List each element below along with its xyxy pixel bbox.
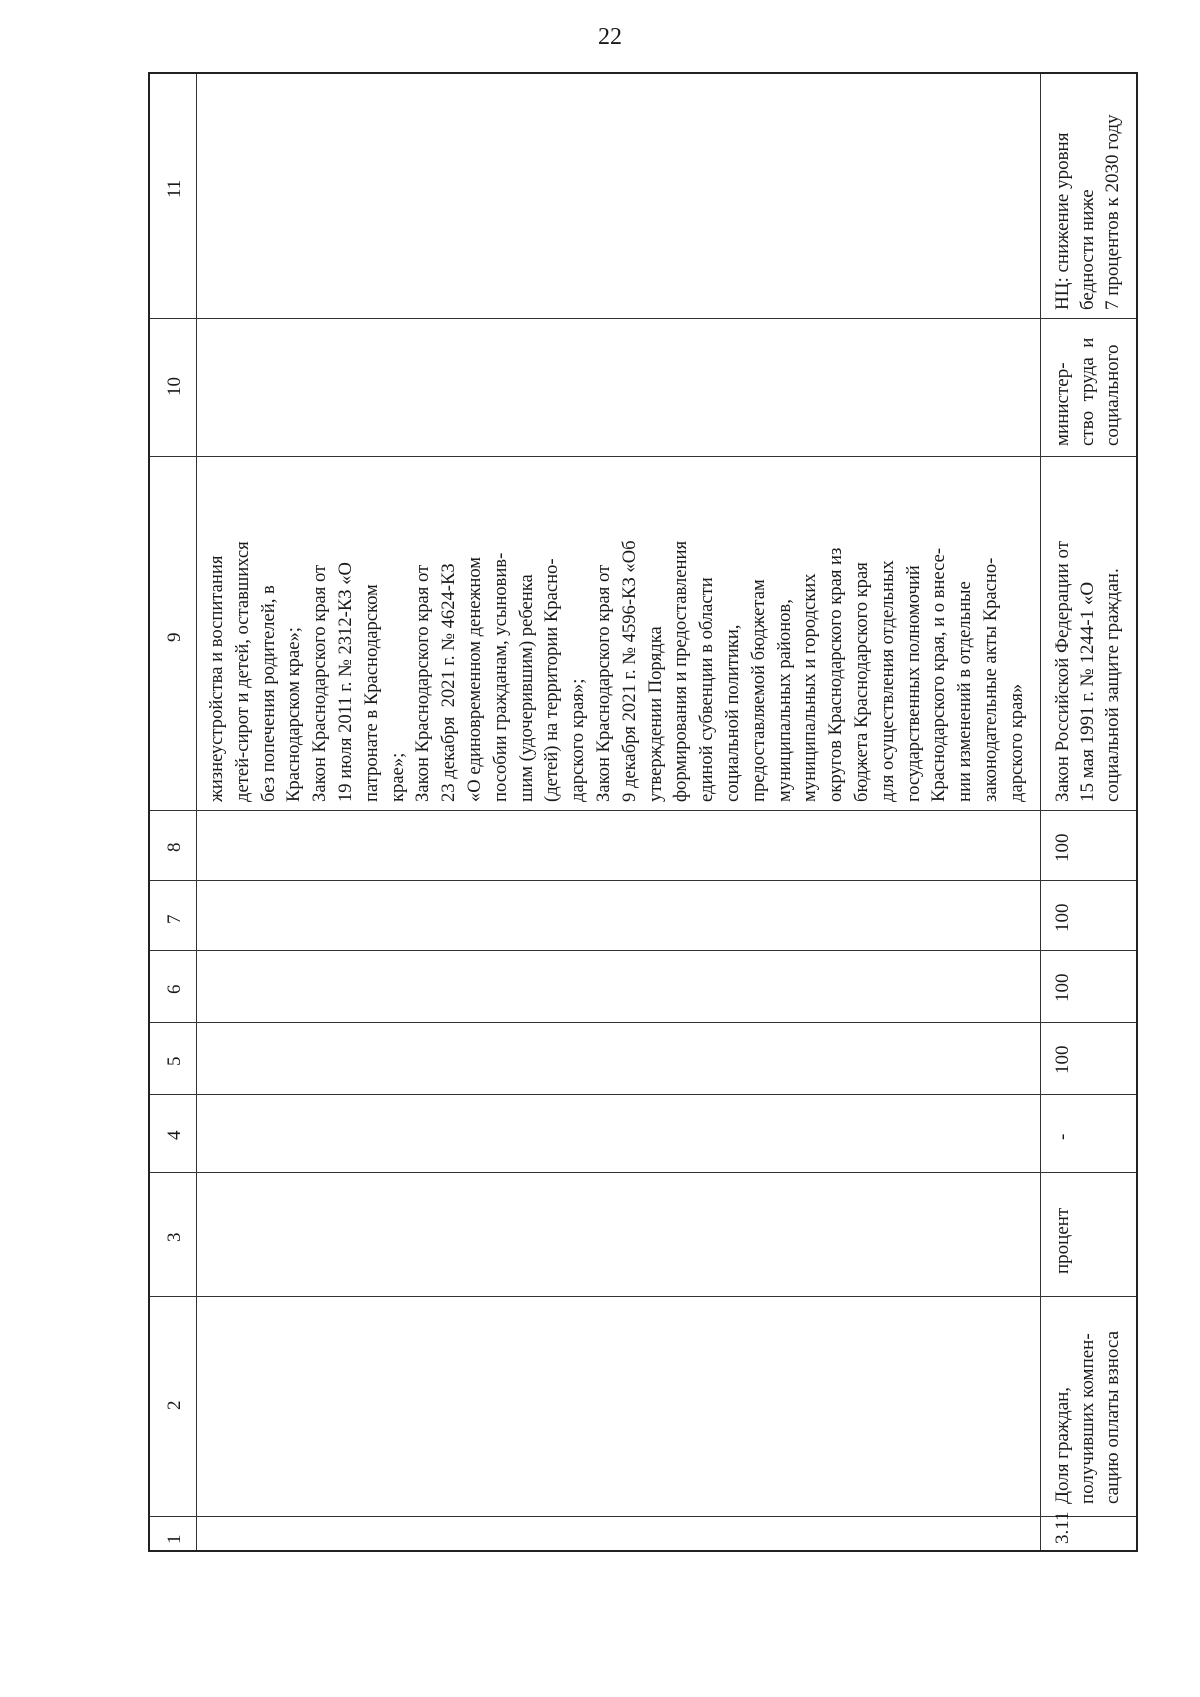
responsible-body-text: министер- ство труда и социального	[1052, 337, 1123, 446]
legal-basis-text: Закон Российской Федерации от 15 мая 1991 г. № 1244-1 «О социальной защите граждан.	[1052, 540, 1123, 802]
grid-line	[150, 880, 1136, 881]
grid-line	[1040, 74, 1041, 1550]
grid-line	[150, 1172, 1136, 1173]
column-header-10: 10	[164, 377, 185, 396]
column-header-1: 1	[164, 1534, 185, 1544]
page-number: 22	[598, 24, 622, 50]
value-col4: -	[1052, 1133, 1073, 1140]
grid-line	[150, 456, 1136, 457]
column-header-5: 5	[164, 1056, 185, 1066]
column-header-9: 9	[164, 632, 185, 642]
value-col5: 100	[1052, 1045, 1073, 1074]
grid-line	[150, 1296, 1136, 1297]
column-header-2: 2	[164, 1400, 185, 1410]
column-header-4: 4	[164, 1130, 185, 1140]
grid-line	[150, 1022, 1136, 1023]
grid-line	[150, 318, 1136, 319]
column-header-11: 11	[164, 179, 185, 198]
value-col6: 100	[1052, 973, 1073, 1002]
grid-line	[150, 1094, 1136, 1095]
column-header-6: 6	[164, 984, 185, 994]
national-goal-text: НЦ: снижение уровня бедности ниже 7 процентов к 2030 году	[1052, 114, 1123, 310]
value-col7: 100	[1052, 903, 1073, 932]
column-header-7: 7	[164, 914, 185, 924]
column-header-8: 8	[164, 842, 185, 852]
indicator-table	[148, 72, 1138, 1552]
unit-of-measure: процент	[1052, 1207, 1073, 1274]
row-number: 3.11	[1052, 1511, 1073, 1544]
grid-line	[150, 810, 1136, 811]
indicator-name: Доля граждан, получивших компен- сацию оплаты взноса	[1052, 1330, 1123, 1504]
grid-line	[196, 74, 197, 1550]
value-col8: 100	[1052, 833, 1073, 862]
grid-line	[150, 1516, 1136, 1517]
grid-line	[150, 950, 1136, 951]
column-header-3: 3	[164, 1232, 185, 1242]
continued-legal-basis-text: жизнеустройства и воспитания детей-сирот и детей, оставшихся без попечения родителей, в Краснодарском крае»; Закон Краснодарского края от 19 июля 2011 г. № 2312-КЗ «О патронате в Краснодарском крае»; Закон Краснодарского края от 23 декабря 2021 г. № 4624-КЗ «О единовременном денежном пособии гражданам, усыновив- шим (удочерившим) ребенка (детей) на территории Красно- дарского края»; Закон Краснодарского края от 9 декабря 2021 г. № 4596-КЗ «Об утверждении Порядка формирования и предоставления единой субвенции в области социальной политики, предоставляемой бюджетам муниципальных районов, муниципальных и городских округов Краснодарского края из бюджета Краснодарского края для осуществления отдельных государственных полномочий Краснодарского края, и о внесе- нии изменений в отдельные законодательные акты Красно- дарского края»	[206, 540, 1027, 802]
